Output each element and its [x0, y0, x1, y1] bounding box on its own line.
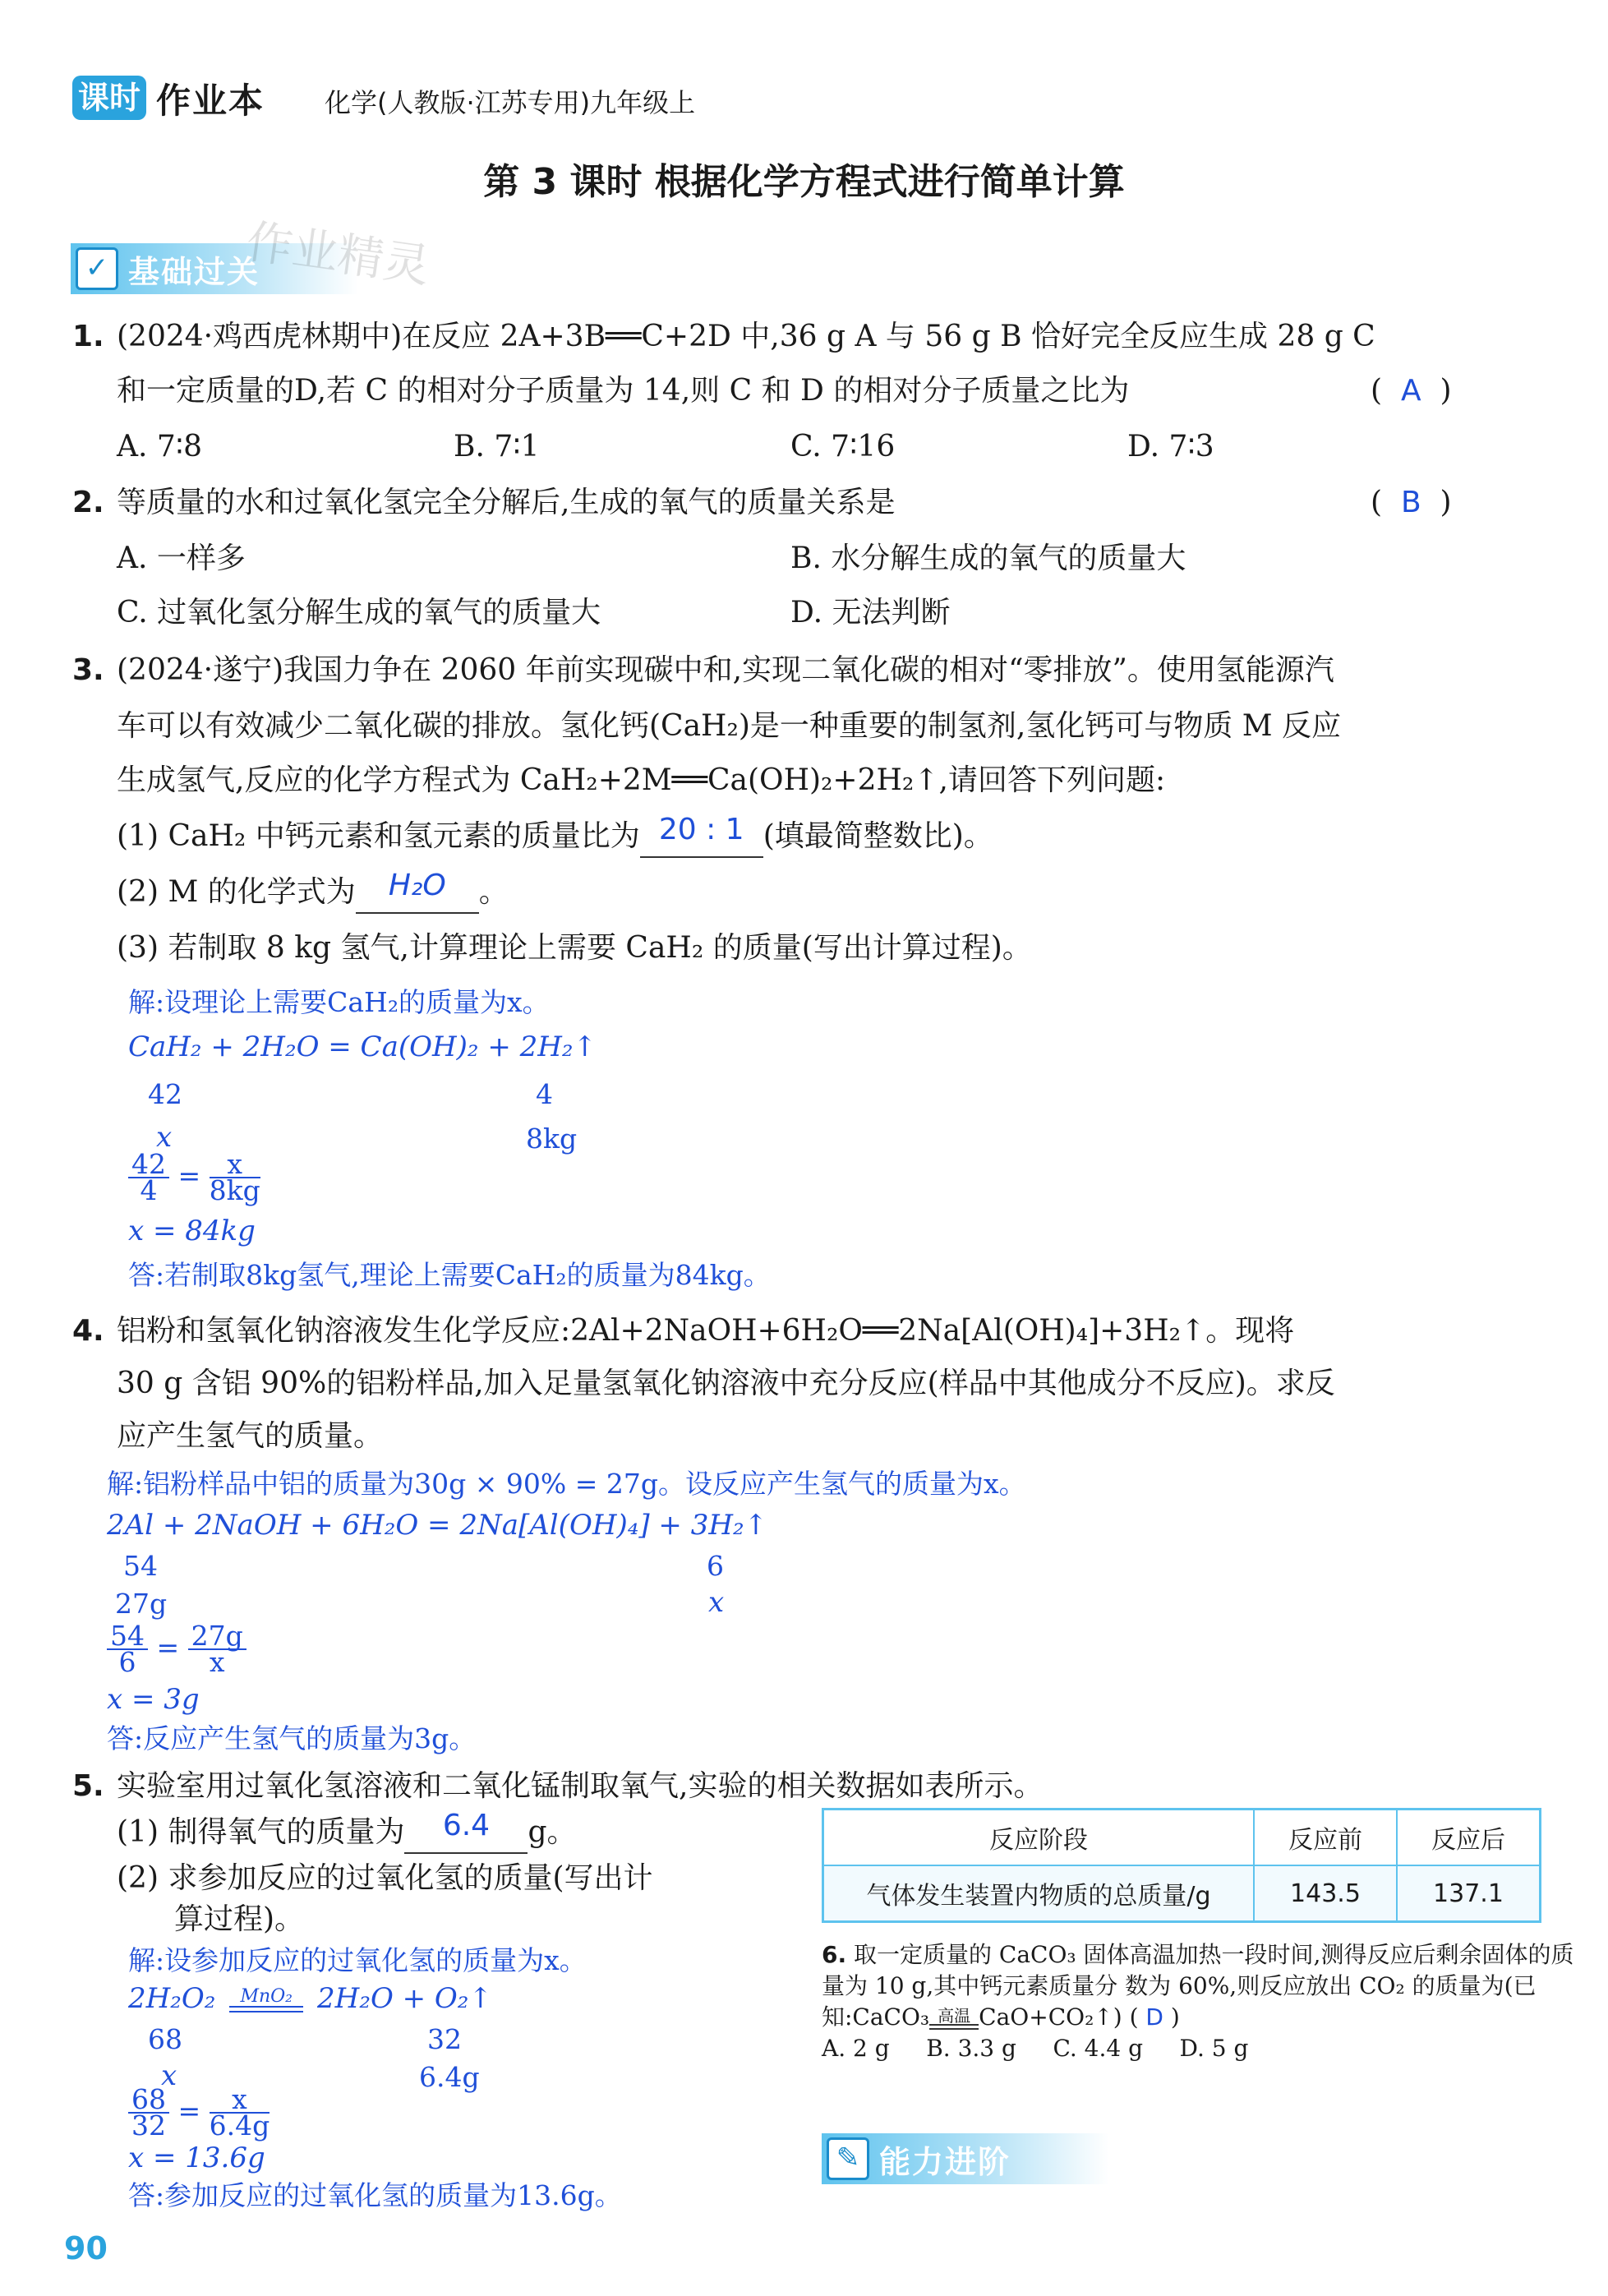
q2-number: 2. [72, 486, 104, 519]
q4-solution-proportion: $\frac{54}{6}$ = $\frac{27g}{x}$ [107, 1624, 246, 1675]
section-advanced-tag [822, 2133, 1109, 2184]
table-cell-after: 137.1 [1397, 1865, 1541, 1922]
q3-solution-intro: 解:设理论上需要CaH₂的质量为x。 [128, 986, 550, 1018]
q6-block [822, 1939, 1578, 2064]
q3-sub1-post: (填最简整数比)。 [763, 819, 993, 853]
q1-answer-bracket: ( A ) [1371, 374, 1452, 408]
q5-frac-b-den: 6.4g [209, 2109, 270, 2142]
q3-text-line1: (2024·遂宁)我国力争在 2060 年前实现碳中和,实现二氧化碳的相对“零排放”。使用氢能源汽 [117, 653, 1334, 687]
q2-option-b: B. 水分解生成的氧气的质量大 [790, 542, 1186, 575]
q3-solution-answer: 答:若制取8kg氢气,理论上需要CaH₂的质量为84kg。 [128, 1259, 771, 1291]
q4-frac-a-den: 6 [118, 1646, 136, 1678]
q5-solution-answer: 答:参加反应的过氧化氢的质量为13.6g。 [128, 2179, 622, 2211]
pencil-icon: ✎ [827, 2137, 869, 2180]
table-cell-before: 143.5 [1254, 1865, 1397, 1922]
q3-sub2-blank[interactable] [356, 869, 479, 914]
q4-number: 4. [72, 1314, 104, 1348]
q5-eq-arrow [229, 2006, 303, 2012]
q3-sub1-answer: 20 : 1 [658, 813, 744, 846]
q5-eq-right: 2H₂O + O₂↑ [317, 1982, 492, 2015]
q1-option-d: D. 7∶3 [1127, 430, 1214, 463]
q1-option-b: B. 7∶1 [454, 430, 540, 463]
q1-option-a: A. 7∶8 [117, 430, 203, 463]
q2-answer: B [1400, 486, 1421, 519]
checkbox-icon: ✓ [76, 247, 118, 290]
table-header-before: 反应前 [1254, 1810, 1397, 1866]
q3-text-line3: 生成氢气,反应的化学方程式为 CaH₂+2M══Ca(OH)₂+2H₂↑,请回答下列问题: [117, 763, 1166, 797]
header-subject: 化学(人教版·江苏专用)九年级上 [325, 87, 696, 118]
q5-eq-left: 2H₂O₂ [128, 1982, 216, 2015]
q4-solution-x: x [708, 1586, 725, 1619]
q1-text-line1: (2024·鸡西虎林期中)在反应 2A+3B══C+2D 中,36 g A 与 56 g B 恰好完全反应生成 28 g C [117, 320, 1375, 353]
q6-option-c: C. 4.4 g [1053, 2035, 1144, 2062]
q5-solution-known: 6.4g [419, 2061, 480, 2093]
q6-option-d: D. 5 g [1179, 2035, 1249, 2062]
q2-option-d: D. 无法判断 [790, 596, 951, 629]
q4-solution-intro: 解:铝粉样品中铝的质量为30g × 90% = 27g。设反应产生氢气的质量为x。 [107, 1468, 1026, 1500]
q5-sub1-blank[interactable] [404, 1809, 528, 1854]
q4-text-line2: 30 g 含铝 90%的铝粉样品,加入足量氢氧化钠溶液中充分反应(样品中其他成分不反应)。求反 [117, 1367, 1335, 1400]
q4-solution-equation: 2Al + 2NaOH + 6H₂O = 2Na[Al(OH)₄] + 3H₂↑ [107, 1509, 768, 1542]
q3-solution-mass1: 42 [148, 1078, 182, 1110]
q1-answer: A [1400, 374, 1421, 408]
page-number: 90 [64, 2230, 108, 2266]
q4-frac-a-num: 54 [107, 1624, 148, 1650]
q6-number: 6. [822, 1941, 847, 1968]
q4-solution-mass2: 6 [707, 1550, 724, 1582]
q3-sub3: (3) 若制取 8 kg 氢气,计算理论上需要 CaH₂ 的质量(写出计算过程)。 [117, 931, 1032, 965]
q5-number: 5. [72, 1769, 104, 1803]
q6-condition: 高温 [938, 2006, 971, 2026]
table-header-after: 反应后 [1397, 1810, 1541, 1866]
q4-solution-result: x = 3g [107, 1683, 200, 1716]
q4-solution-answer: 答:反应产生氢气的质量为3g。 [107, 1722, 477, 1754]
q2-option-c: C. 过氧化氢分解生成的氧气的质量大 [117, 596, 601, 629]
q5-frac-b-num: x [210, 2087, 270, 2114]
q5-frac-a-den: 32 [131, 2109, 166, 2142]
section-advanced-label: 能力进阶 [879, 2143, 1011, 2180]
q3-sub1 [117, 813, 993, 858]
q6-answer-bracket: ( D ) [1129, 2003, 1180, 2031]
q1-number: 1. [72, 320, 104, 353]
q1-option-c: C. 7∶16 [790, 430, 896, 463]
section-basic-label: 基础过关 [128, 253, 260, 290]
q3-frac-b-den: 8kg [209, 1174, 260, 1206]
q6-text-line2-pre: 数为 60%,则反应放出 CO₂ 的质量为(已知:CaCO₃ [822, 1972, 1537, 2031]
q5-eq-catalyst: MnO₂ [240, 1986, 293, 2007]
q2-answer-bracket: ( B ) [1371, 486, 1452, 519]
q3-sub2 [117, 869, 509, 914]
q2-option-a: A. 一样多 [117, 542, 246, 575]
q6-option-a: A. 2 g [822, 2035, 890, 2062]
q5-solution-result: x = 13.6g [128, 2142, 265, 2174]
q5-sub1 [117, 1809, 577, 1854]
q3-frac-b-num: x [210, 1152, 260, 1178]
q3-sub2-pre: (2) M 的化学式为 [117, 875, 356, 909]
q6-text-line1: 取一定质量的 CaCO₃ 固体高温加热一段时间,测得反应后剩余固体的质量为 10 g,其中钙元素质量分 [822, 1941, 1574, 1999]
q3-number: 3. [72, 653, 104, 687]
header-logo: 课时 [72, 76, 146, 120]
q4-solution-known: 27g [115, 1588, 168, 1620]
q3-solution-proportion: $\frac{42}{4}$ = $\frac{x}{8kg}$ [128, 1152, 260, 1203]
q3-sub2-answer: H₂O [388, 869, 446, 902]
q3-sub1-blank[interactable] [640, 813, 763, 858]
q5-data-table [822, 1808, 1541, 1923]
q4-text-line1: 铝粉和氢氧化钠溶液发生化学反应:2Al+2NaOH+6H₂O══2Na[Al(OH)₄]+3H₂↑。现将 [117, 1314, 1295, 1348]
q3-solution-result: x = 84kg [128, 1215, 256, 1247]
q4-solution-mass1: 54 [123, 1550, 158, 1582]
q3-solution-equation: CaH₂ + 2H₂O = Ca(OH)₂ + 2H₂↑ [128, 1030, 597, 1063]
q5-solution-mass1: 68 [148, 2023, 182, 2055]
q3-frac-a-num: 42 [128, 1152, 169, 1178]
q1-text-line2: 和一定质量的D,若 C 的相对分子质量为 14,则 C 和 D 的相对分子质量之比为 [117, 374, 1130, 408]
q4-frac-b-den: x [209, 1646, 225, 1678]
q5-sub1-post: g。 [528, 1815, 577, 1849]
table-row-label: 气体发生装置内物质的总质量/g [823, 1865, 1255, 1922]
q5-solution-x: x [161, 2059, 177, 2092]
q5-solution-intro: 解:设参加反应的过氧化氢的质量为x。 [128, 1944, 587, 1976]
q4-text-line3: 应产生氢气的质量。 [117, 1419, 384, 1453]
q5-solution-proportion: $\frac{68}{32}$ = $\frac{x}{6.4g}$ [128, 2087, 270, 2138]
q5-sub1-answer: 6.4 [442, 1809, 491, 1842]
q4-frac-b-num: 27g [188, 1624, 246, 1650]
q3-frac-a-den: 4 [140, 1174, 158, 1206]
q3-solution-mass2: 4 [536, 1078, 553, 1110]
q3-solution-known: 8kg [526, 1123, 578, 1155]
q3-sub2-post: 。 [478, 875, 509, 909]
q2-text-line1: 等质量的水和过氧化氢完全分解后,生成的氧气的质量关系是 [117, 486, 896, 519]
q5-sub1-pre: (1) 制得氧气的质量为 [117, 1815, 405, 1849]
q6-option-b: B. 3.3 g [926, 2035, 1016, 2062]
watermark: 作业精灵 [242, 214, 433, 294]
q5-solution-equation [128, 1982, 492, 2015]
header-brand: 作业本 [156, 81, 265, 121]
q5-text-line1: 实验室用过氧化氢溶液和二氧化锰制取氧气,实验的相关数据如表所示。 [117, 1769, 1044, 1803]
q3-text-line2: 车可以有效减少二氧化碳的排放。氢化钙(CaH₂)是一种重要的制氢剂,氢化钙可与物质 M 反应 [117, 709, 1342, 743]
q6-text-line2-post: CaO+CO₂↑) [979, 2003, 1122, 2031]
q5-sub2-line2: 算过程)。 [174, 1902, 305, 1936]
table-header-stage: 反应阶段 [823, 1810, 1255, 1866]
q5-sub2-line1: (2) 求参加反应的过氧化氢的质量(写出计 [117, 1861, 653, 1895]
q3-solution-x: x [156, 1121, 173, 1154]
q3-sub1-pre: (1) CaH₂ 中钙元素和氢元素的质量比为 [117, 819, 640, 853]
q5-frac-a-num: 68 [128, 2087, 169, 2114]
lesson-title: 第 3 课时 根据化学方程式进行简单计算 [483, 161, 1125, 203]
q5-solution-mass2: 32 [427, 2023, 462, 2055]
q6-answer: D [1145, 2003, 1163, 2031]
